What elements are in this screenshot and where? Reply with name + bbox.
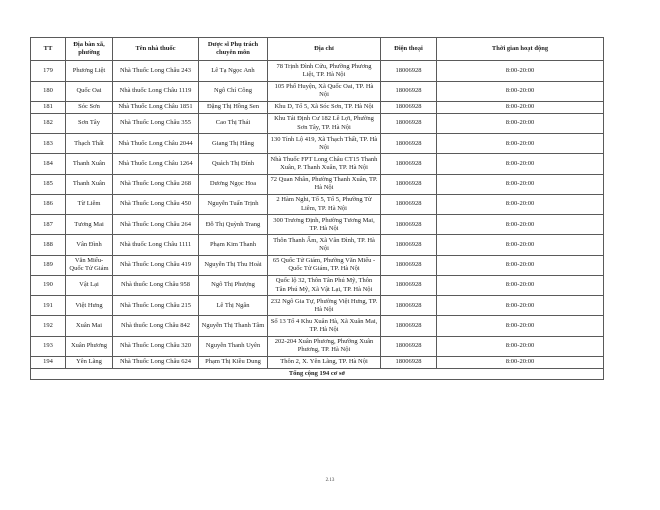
table-cell: Thanh Xuân [66, 154, 113, 174]
table-row [31, 296, 604, 316]
table-cell: 8:00-20:00 [437, 235, 604, 255]
table-cell: 8:00-20:00 [437, 316, 604, 336]
table-cell: Ngô Thị Phượng [199, 275, 268, 295]
table-cell: 2 Hàm Nghi, Tổ 5, Tổ 5, Phường Từ Liêm, TP. Hà Nội [268, 194, 381, 214]
table-cell: Ngô Chí Công [199, 81, 268, 101]
pharmacy-table [30, 37, 604, 380]
table-cell: 18006928 [381, 275, 437, 295]
table-cell: Số 13 Tổ 4 Khu Xuân Hà, Xã Xuân Mai, TP. Hà Nội [268, 316, 381, 336]
table-cell: Khu D, Tổ 5, Xã Sóc Sơn, TP. Hà Nội [268, 101, 381, 113]
table-cell: 18006928 [381, 154, 437, 174]
table-cell: Nguyễn Thanh Uyên [199, 336, 268, 356]
table-cell: Nhà Thuốc Long Châu 268 [113, 174, 199, 194]
column-header-0: TT [31, 38, 66, 61]
table-cell: Nhà thuốc Long Châu 842 [113, 316, 199, 336]
table-cell: Dương Ngọc Hoa [199, 174, 268, 194]
table-cell: Nhà Thuốc Long Châu 320 [113, 336, 199, 356]
table-cell: 202-204 Xuân Phương, Phường Xuân Phương, TP. Hà Nội [268, 336, 381, 356]
table-cell: 18006928 [381, 296, 437, 316]
table-cell: 8:00-20:00 [437, 296, 604, 316]
table-cell: Nhà Thuốc FPT Long Châu CT15 Thanh Xuân, P. Thanh Xuân, TP. Hà Nội [268, 154, 381, 174]
table-cell: Nhà Thuốc Long Châu 624 [113, 356, 199, 368]
table-row [31, 154, 604, 174]
table-cell: Nhà Thuốc Long Châu 355 [113, 113, 199, 133]
table-cell: Nhà Thuốc Long Châu 264 [113, 215, 199, 235]
table-cell: Thôn Thanh Ấm, Xã Vân Đình, TP. Hà Nội [268, 235, 381, 255]
table-footer [31, 369, 604, 380]
table-cell: 8:00-20:00 [437, 154, 604, 174]
table-cell: 8:00-20:00 [437, 134, 604, 154]
table-row [31, 215, 604, 235]
table-cell: Thanh Xuân [66, 174, 113, 194]
table-cell: 194 [31, 356, 66, 368]
table-cell: Quốc Oai [66, 81, 113, 101]
table-cell: 182 [31, 113, 66, 133]
table-cell: Vân Đình [66, 235, 113, 255]
table-cell: Nhà Thuốc Long Châu 215 [113, 296, 199, 316]
table-cell: Việt Hưng [66, 296, 113, 316]
table-cell: 8:00-20:00 [437, 255, 604, 275]
table-cell: Đỗ Thị Quỳnh Trang [199, 215, 268, 235]
table-cell: Từ Liêm [66, 194, 113, 214]
table-row [31, 235, 604, 255]
table-cell: 18006928 [381, 316, 437, 336]
table-row [31, 134, 604, 154]
table-cell: 65 Quốc Tử Giám, Phường Văn Miếu - Quốc Tử Giám, TP. Hà Nội [268, 255, 381, 275]
table-footer-row [31, 369, 604, 380]
table-cell: Nhà Thuốc Long Châu 1851 [113, 101, 199, 113]
table-row [31, 275, 604, 295]
table-cell: Nhà Thuốc Long Châu 450 [113, 194, 199, 214]
table-cell: 18006928 [381, 235, 437, 255]
column-header-2: Tên nhà thuốc [113, 38, 199, 61]
table-cell: Nguyễn Tuấn Trịnh [199, 194, 268, 214]
table-cell: Quốc lộ 32, Thôn Tân Phú Mỹ, Thôn Tân Phú Mỹ, Xã Vật Lại, TP. Hà Nội [268, 275, 381, 295]
table-cell: 186 [31, 194, 66, 214]
table-cell: 190 [31, 275, 66, 295]
table-cell: 187 [31, 215, 66, 235]
table-cell: Thạch Thất [66, 134, 113, 154]
table-cell: 8:00-20:00 [437, 275, 604, 295]
table-cell: Nguyễn Thị Thanh Tâm [199, 316, 268, 336]
table-cell: 72 Quan Nhân, Phường Thanh Xuân, TP. Hà Nội [268, 174, 381, 194]
table-cell: Xuân Mai [66, 316, 113, 336]
table-cell: 18006928 [381, 356, 437, 368]
table-cell: Giang Thị Hằng [199, 134, 268, 154]
page-number: 2.13 [325, 478, 335, 483]
table-cell: 185 [31, 174, 66, 194]
table-row [31, 101, 604, 113]
table-row [31, 81, 604, 101]
table-cell: Nhà Thuốc Long Châu 419 [113, 255, 199, 275]
column-header-6: Thời gian hoạt động [437, 38, 604, 61]
table-cell: Sóc Sơn [66, 101, 113, 113]
table-cell: Lê Tạ Ngọc Anh [199, 61, 268, 81]
column-header-4: Địa chỉ [268, 38, 381, 61]
table-cell: Văn Miếu-Quốc Tử Giám [66, 255, 113, 275]
table-cell: 18006928 [381, 255, 437, 275]
table-cell: Quách Thị Đính [199, 154, 268, 174]
table-cell: 180 [31, 81, 66, 101]
table-cell: Lê Thị Ngân [199, 296, 268, 316]
table-cell: 189 [31, 255, 66, 275]
table-row [31, 194, 604, 214]
column-header-3: Dược sĩ Phụ trách chuyên môn [199, 38, 268, 61]
table-cell: 8:00-20:00 [437, 101, 604, 113]
table-cell: 8:00-20:00 [437, 356, 604, 368]
table-row [31, 255, 604, 275]
table-cell: Tương Mai [66, 215, 113, 235]
table-cell: 188 [31, 235, 66, 255]
table-cell: Nhà Thuốc Long Châu 243 [113, 61, 199, 81]
table-cell: 179 [31, 61, 66, 81]
table-cell: Xuân Phương [66, 336, 113, 356]
table-cell: 8:00-20:00 [437, 81, 604, 101]
table-footer-total: Tổng cộng 194 cơ sở [31, 369, 604, 380]
table-cell: 193 [31, 336, 66, 356]
table-cell: Cao Thị Thái [199, 113, 268, 133]
table-cell: 8:00-20:00 [437, 113, 604, 133]
table-cell: 18006928 [381, 174, 437, 194]
table-cell: 18006928 [381, 81, 437, 101]
table-cell: 18006928 [381, 194, 437, 214]
table-row [31, 316, 604, 336]
table-cell: 18006928 [381, 134, 437, 154]
table-cell: 8:00-20:00 [437, 336, 604, 356]
table-cell: Phạm Thị Kiều Dung [199, 356, 268, 368]
table-row [31, 356, 604, 368]
table-header-row [31, 38, 604, 61]
table-cell: 18006928 [381, 61, 437, 81]
table-cell: 8:00-20:00 [437, 194, 604, 214]
table-cell: Nhà Thuốc Long Châu 2044 [113, 134, 199, 154]
table-cell: Đặng Thị Hồng Sen [199, 101, 268, 113]
table-cell: 183 [31, 134, 66, 154]
table-cell: 191 [31, 296, 66, 316]
table-row [31, 113, 604, 133]
table-cell: Phạm Kim Thanh [199, 235, 268, 255]
table-cell: Thôn 2, X. Yên Lãng, TP. Hà Nội [268, 356, 381, 368]
table-cell: Nhà thuốc Long Châu 1111 [113, 235, 199, 255]
table-cell: 18006928 [381, 336, 437, 356]
table-cell: 78 Trịnh Đình Cửu, Phường Phương Liệt, TP. Hà Nội [268, 61, 381, 81]
table-header [31, 38, 604, 61]
table-cell: Khu Tái Định Cư 182 Lê Lợi, Phường Sơn Tây, TP. Hà Nội [268, 113, 381, 133]
column-header-5: Điện thoại [381, 38, 437, 61]
table-row [31, 61, 604, 81]
table-cell: 184 [31, 154, 66, 174]
table-cell: 130 Tỉnh Lộ 419, Xã Thạch Thất, TP. Hà Nội [268, 134, 381, 154]
table-cell: 18006928 [381, 215, 437, 235]
table-cell: 192 [31, 316, 66, 336]
table-body [31, 61, 604, 369]
table-cell: Vật Lại [66, 275, 113, 295]
table-cell: 232 Ngô Gia Tự, Phường Việt Hưng, TP. Hà Nội [268, 296, 381, 316]
table-cell: 8:00-20:00 [437, 61, 604, 81]
table-cell: Nhà Thuốc Long Châu 1264 [113, 154, 199, 174]
table-cell: 18006928 [381, 113, 437, 133]
table-cell: 8:00-20:00 [437, 174, 604, 194]
table-cell: Nhà thuốc Long Châu 1119 [113, 81, 199, 101]
table-cell: 8:00-20:00 [437, 215, 604, 235]
table-cell: 105 Phố Huyện, Xã Quốc Oai, TP. Hà Nội [268, 81, 381, 101]
table-cell: Sơn Tây [66, 113, 113, 133]
column-header-1: Địa bàn xã, phường [66, 38, 113, 61]
table-cell: 300 Trương Định, Phường Tương Mai, TP. Hà Nội [268, 215, 381, 235]
table-row [31, 174, 604, 194]
table-cell: Nguyễn Thị Thu Hoài [199, 255, 268, 275]
table-cell: 18006928 [381, 101, 437, 113]
table-cell: Yên Lãng [66, 356, 113, 368]
table-cell: Nhà thuốc Long Châu 958 [113, 275, 199, 295]
table-cell: 181 [31, 101, 66, 113]
table-cell: Phương Liệt [66, 61, 113, 81]
table-row [31, 336, 604, 356]
